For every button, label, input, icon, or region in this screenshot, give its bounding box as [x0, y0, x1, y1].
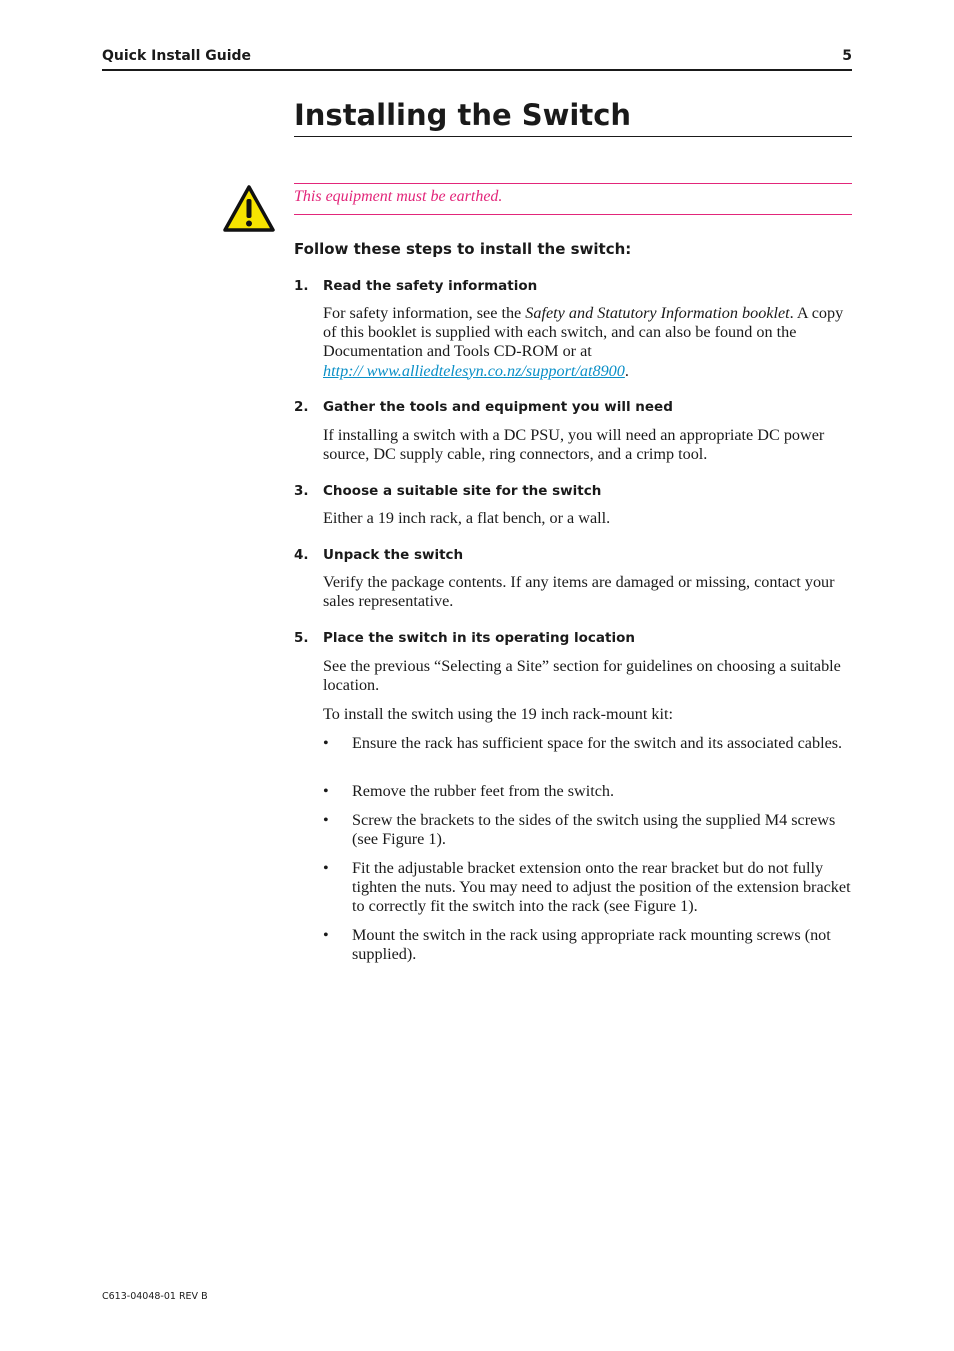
step-heading [294, 278, 537, 294]
step-title: Unpack the switch [323, 547, 464, 563]
step-heading [294, 630, 635, 646]
list-item-text: Screw the brackets to the sides of the switch using the supplied M4 screws (see Figure 1). [352, 811, 836, 849]
warning-box [294, 183, 852, 215]
step-number: 1. [294, 278, 309, 294]
step-body: Either a 19 inch rack, a flat bench, or a wall. [323, 509, 611, 527]
step-number: 5. [294, 630, 309, 646]
step-body [323, 304, 853, 381]
bullet-glyph: • [323, 734, 329, 752]
support-link[interactable]: http:// www.alliedtelesyn.co.nz/support/at8900 [323, 361, 625, 380]
step-body: See the previous “Selecting a Site” section for guidelines on choosing a suitable location. [323, 657, 841, 695]
step-number: 3. [294, 483, 309, 499]
bullet-glyph: • [323, 859, 329, 877]
body-text: . [624, 361, 629, 380]
bullet-glyph: • [323, 926, 329, 944]
warning-text: This equipment must be earthed. [294, 188, 503, 205]
list-item-text: Remove the rubber feet from the switch. [352, 782, 615, 800]
body-text: For safety information, see the [323, 304, 526, 322]
body-text: . A copy of this booklet is supplied with each switch, and can also be found on the Documentation and Tools CD-ROM or at [323, 304, 844, 361]
step-body: Verify the package contents. If any items are damaged or missing, contact your sales representative. [323, 573, 835, 611]
step-title: Gather the tools and equipment you will need [323, 399, 673, 415]
bullet-glyph: • [323, 811, 329, 829]
page-header [102, 48, 852, 71]
bullet-glyph: • [323, 782, 329, 800]
step-title: Read the safety information [323, 278, 538, 294]
warning-triangle-icon [222, 184, 276, 234]
document-code: C613-04048-01 REV B [102, 1291, 208, 1302]
page-number: 5 [842, 48, 852, 64]
intro-text: Follow these steps to install the switch: [294, 240, 632, 258]
booklet-title: Safety and Statutory Information booklet [525, 304, 790, 322]
list-item-text: Mount the switch in the rack using appropriate rack mounting screws (not supplied). [352, 926, 831, 964]
step-body: To install the switch using the 19 inch rack-mount kit: [323, 705, 673, 723]
step-title: Choose a suitable site for the switch [323, 483, 602, 499]
step-body: If installing a switch with a DC PSU, you will need an appropriate DC power source, DC supply cable, ring connectors, and a crimp tool. [323, 426, 825, 464]
step-title: Place the switch in its operating location [323, 630, 635, 646]
section-title: Installing the Switch [294, 96, 852, 137]
list-item-text: Ensure the rack has sufficient space for the switch and its associated cables. [352, 734, 843, 752]
step-number: 2. [294, 399, 309, 415]
step-heading [294, 399, 673, 415]
step-number: 4. [294, 547, 309, 563]
header-title: Quick Install Guide [102, 48, 252, 64]
step-heading [294, 547, 463, 563]
step-heading [294, 483, 601, 499]
list-item-text: Fit the adjustable bracket extension onto the rear bracket but do not fully tighten the nuts. You may need to adjust the position of the extension bracket to correctly fit the switch into the rack (see Figure 1). [352, 859, 851, 916]
